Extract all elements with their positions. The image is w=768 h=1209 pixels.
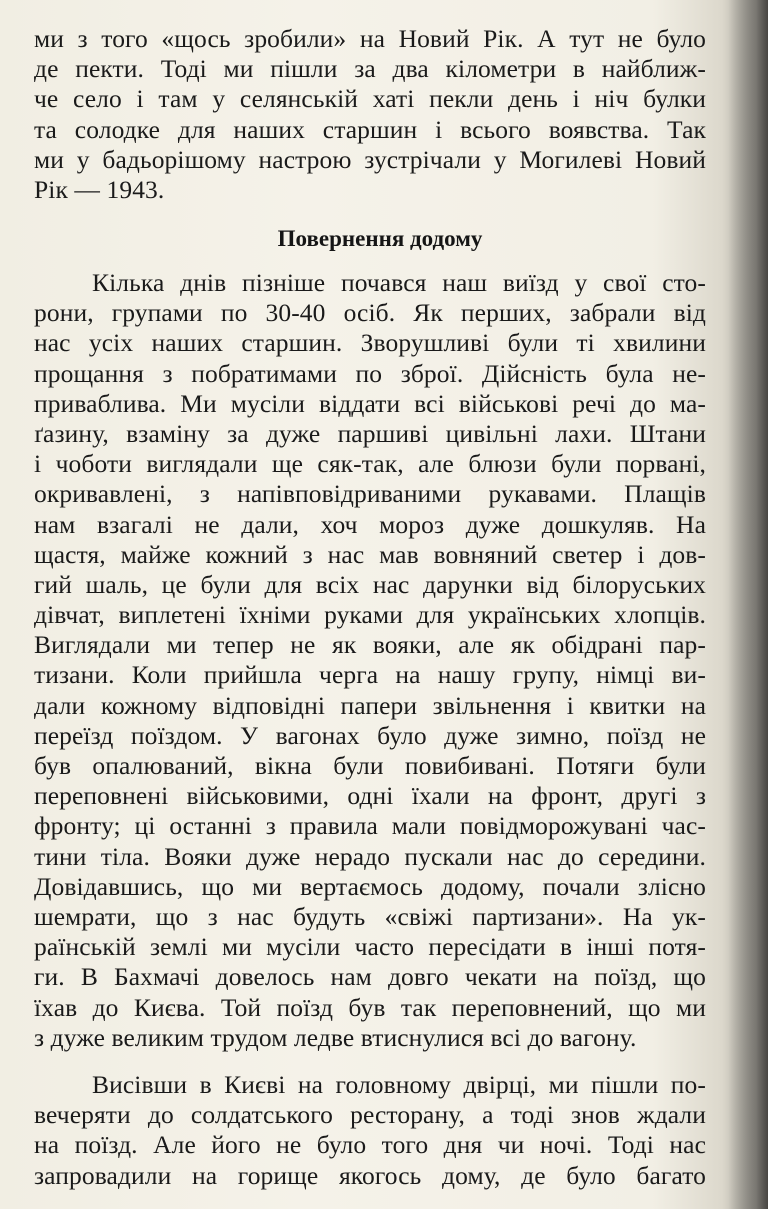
text-line: приваблива. Ми мусіли віддати всі військові речі до ма-: [34, 388, 706, 418]
book-spine-shadow: [728, 0, 768, 1209]
text-line: і чоботи виглядали ще сяк-так, але блюзи були порвані,: [34, 449, 706, 479]
paragraph-return-home: [34, 268, 706, 1053]
text-line: вечеряти до солдатського ресторану, а тоді знов ждали: [34, 1100, 706, 1130]
text-line: переїзд поїздом. У вагонах було дуже зимно, поїзд не: [34, 720, 706, 750]
text-line: окривавлені, з напівповідриваними рукавами. Плащів: [34, 479, 706, 509]
text-line: ми з того «щось зробили» на Новий Рік. А тут не було: [34, 24, 706, 53]
text-line: че село і там у селянській хаті пекли день і ніч булки: [34, 84, 706, 114]
paragraph-new-year: [34, 24, 706, 205]
text-line: тизани. Коли прийшла черга на нашу групу, німці ви-: [34, 660, 706, 690]
text-line: фронту; ці останні з правила мали повідморожувані час-: [34, 811, 706, 841]
text-line: ми у бадьорішому настрою зустрічали у Могилеві Новий: [34, 144, 706, 174]
text-line: рони, групами по 30-40 осіб. Як перших, забрали від: [34, 298, 706, 328]
text-line: був опалюваний, вікна були повибивані. Потяги були: [34, 751, 706, 780]
text-line: нам взагалі не дали, хоч мороз дуже дошкуляв. На: [34, 509, 706, 539]
text-line: ги. В Бахмачі довелось нам довго чекати на поїзд, що: [34, 962, 706, 992]
text-line: запровадили на горище якогось дому, де було багато: [34, 1160, 706, 1190]
text-line: прощання з побратимами по зброї. Дійсність була не-: [34, 358, 706, 388]
text-line: Висівши в Києві на головному двірці, ми пішли по-: [92, 1070, 706, 1099]
text-line: дали кожному відповідні папери звільнення і квитки на: [34, 690, 706, 720]
section-heading: Повернення додому: [277, 226, 483, 251]
text-line: та солодке для наших старшин і всього воявства. Так: [34, 114, 706, 144]
text-line: шемрати, що з нас будуть «свіжі партизани». На ук-: [34, 901, 706, 931]
text-line: з дуже великим трудом ледве втиснулися всі до вагону.: [34, 1022, 637, 1052]
text-line: щастя, майже кожний з нас мав вовняний светер і дов-: [34, 539, 706, 569]
text-line: де пекти. Тоді ми пішли за два кілометри в найближ-: [34, 54, 706, 84]
text-line: Рік — 1943.: [34, 174, 165, 204]
text-line: Виглядали ми тепер не як вояки, але як обідрані пар-: [34, 630, 706, 660]
text-line: гий шаль, це були для всіх нас дарунки від білоруських: [34, 569, 706, 599]
text-line: їхав до Києва. Той поїзд був так переповнений, що ми: [34, 992, 706, 1022]
text-line: на поїзд. Але його не було того дня чи ночі. Тоді нас: [34, 1130, 706, 1160]
text-line: Довідавшись, що ми вертаємось додому, почали злісно: [34, 871, 706, 901]
text-line: раїнській землі ми мусіли часто пересідати в інші потя-: [34, 932, 706, 962]
text-line: переповнені військовими, одні їхали на фронт, другі з: [34, 781, 706, 811]
text-line: дівчат, виплетені їхніми руками для українських хлопців.: [34, 600, 706, 630]
text-line: Кілька днів пізніше почався наш виїзд у свої сто-: [92, 268, 706, 297]
paragraph-kyiv: [34, 1070, 706, 1191]
text-line: ґазину, взаміну за дуже паршиві цивільні лахи. Штани: [34, 418, 706, 448]
text-line: нас усіх наших старшин. Зворушливі були ті хвилини: [34, 328, 706, 358]
text-line: тини тіла. Вояки дуже нерадо пускали нас до середини.: [34, 841, 706, 871]
